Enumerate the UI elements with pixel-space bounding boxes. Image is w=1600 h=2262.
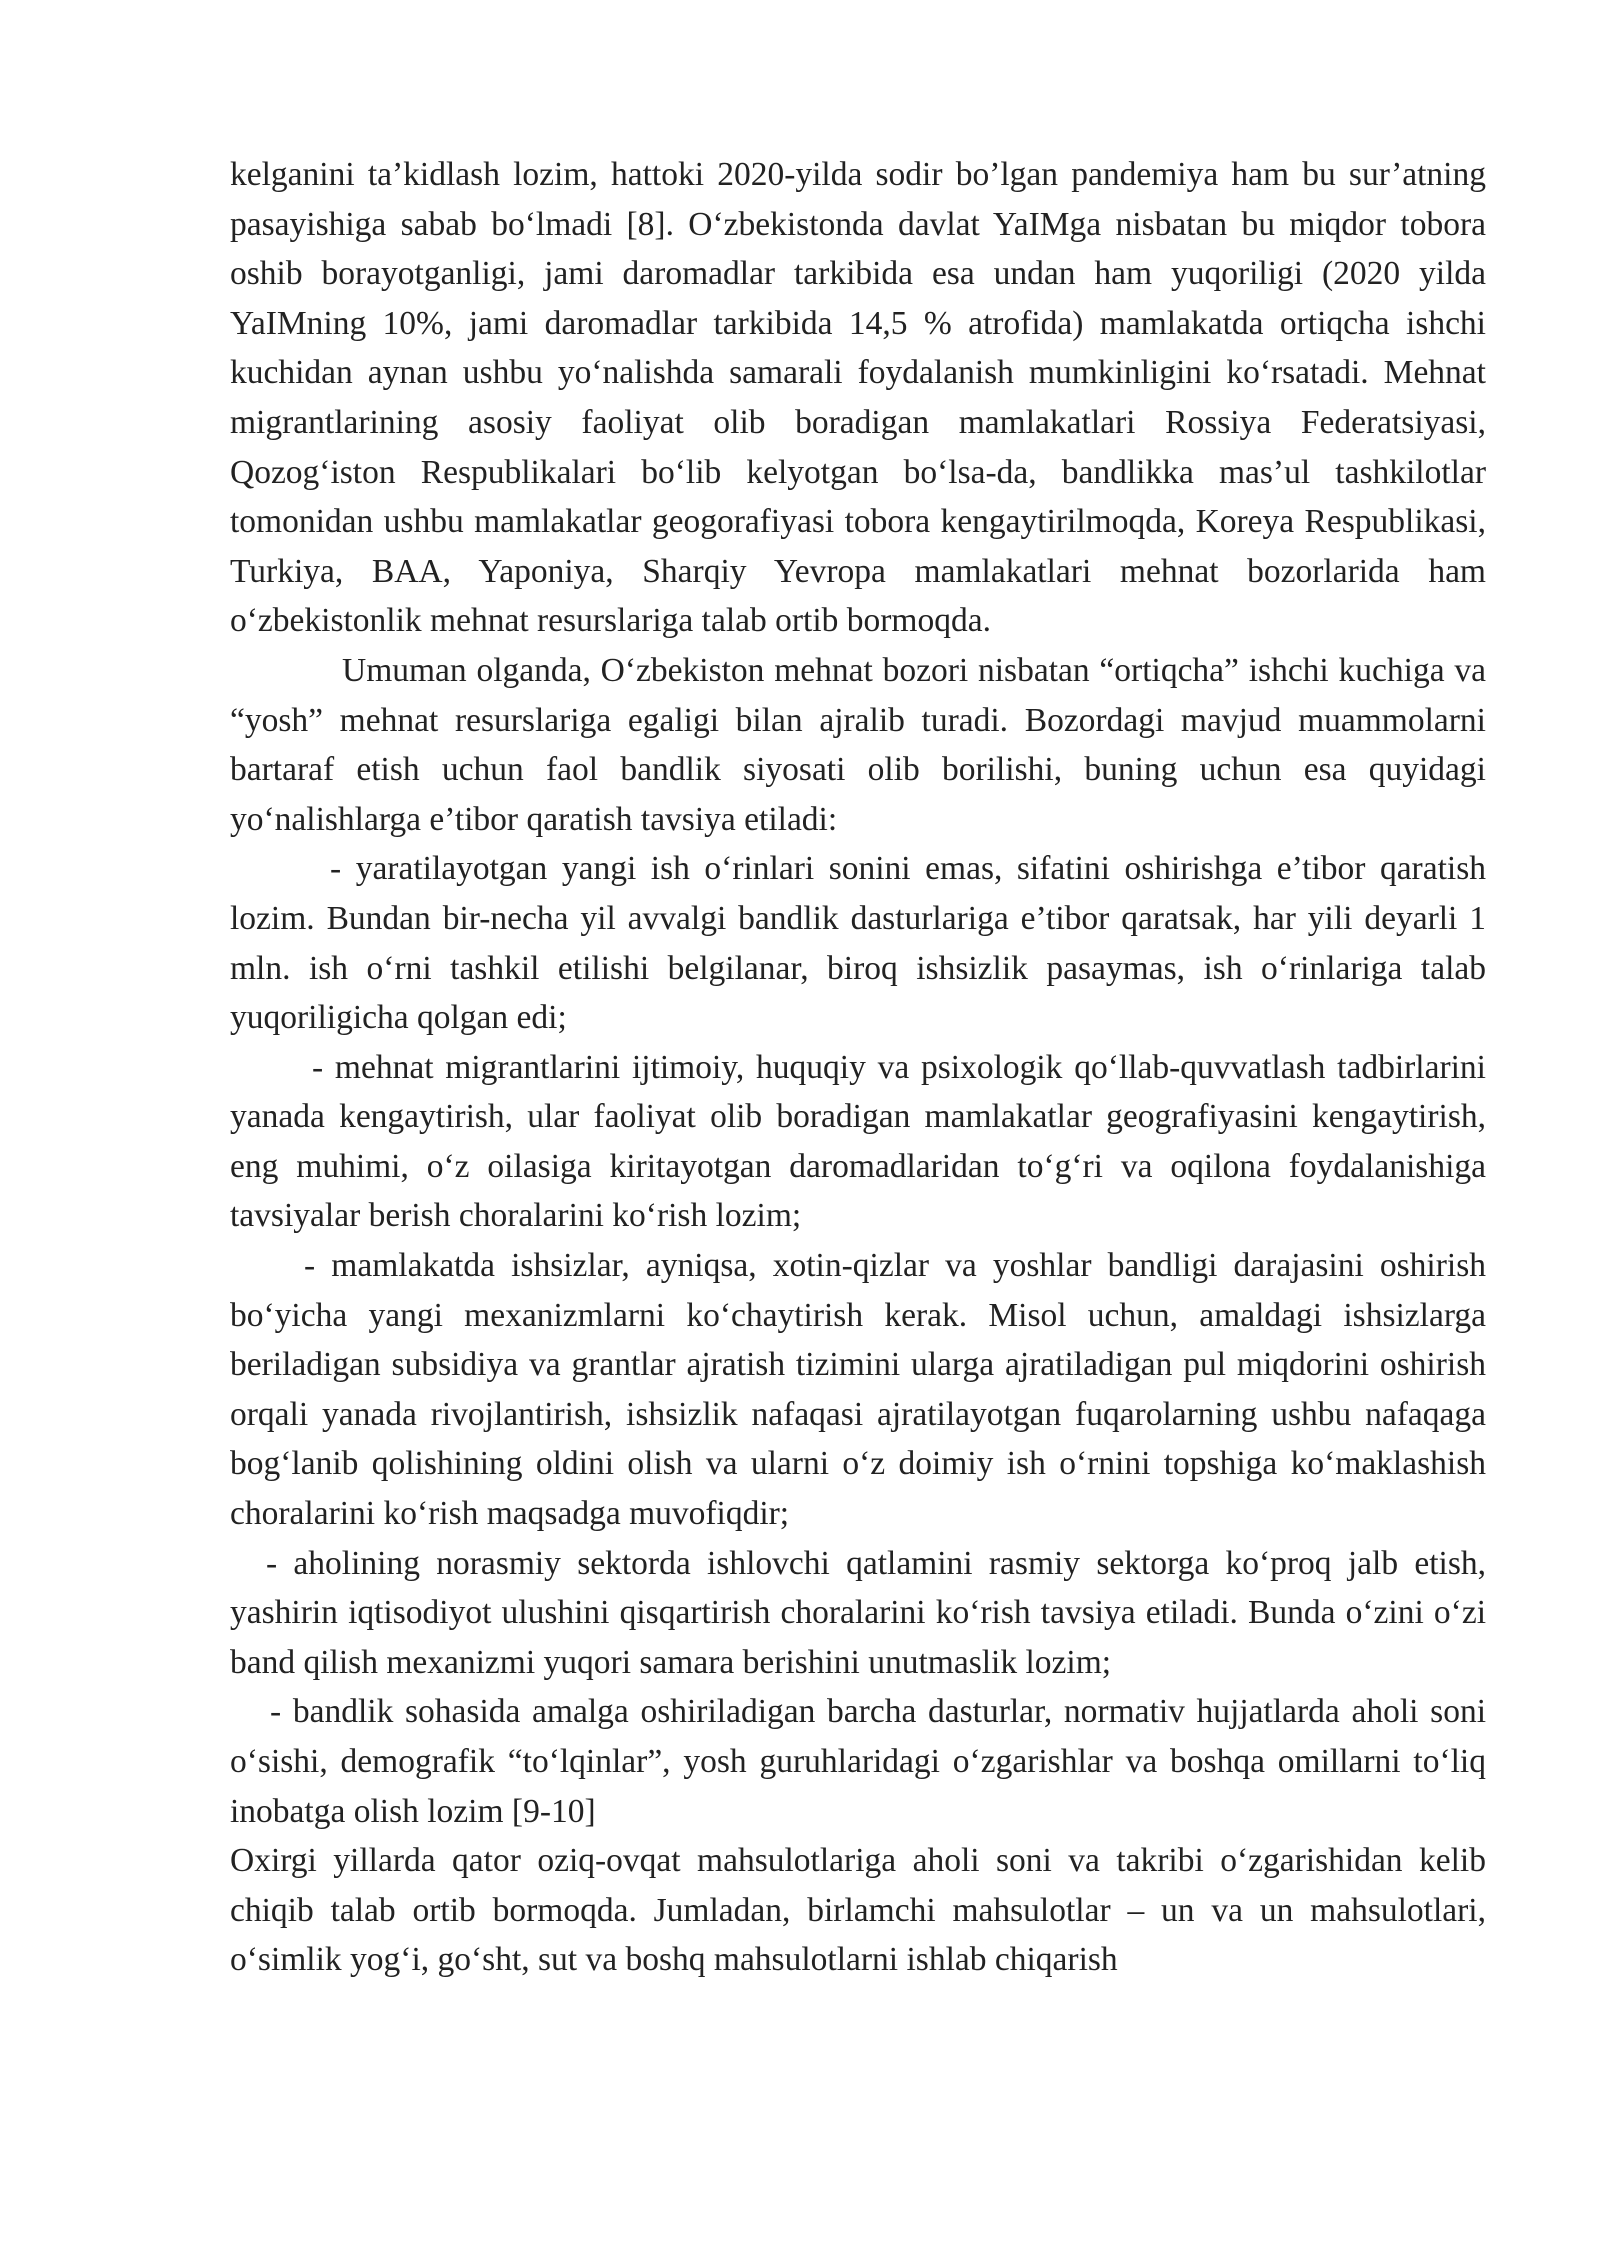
paragraph-2: Umuman olganda, O‘zbekiston mehnat bozori nisbatan “ortiqcha” ishchi kuchiga va “yosh” mehnat resurslariga egaligi bilan ajralib turadi. Bozordagi mavjud muammolarni bartaraf etish uchun faol bandlik siyosati olib borilishi, buning uchun esa quyidagi yo‘nalishlarga e’tibor qaratish tavsiya etiladi: [230,651,1486,838]
recommendation-item-2: - mehnat migrantlarini ijtimoiy, huquqiy va psixologik qo‘llab-quvvatlash tadbirlarini yanada kengaytirish, ular faoliyat olib boradigan mamlakatlar geografiyasini kengaytirish, eng muhimi, o‘z oilasiga kiritayotgan daromadlaridan to‘g‘ri va oqilona foydalanishiga tavsiyalar berish choralarini ko‘rish lozim; [230,1048,1486,1235]
recommendation-item-3: - mamlakatda ishsizlar, ayniqsa, xotin-qizlar va yoshlar bandligi darajasini oshirish bo‘yicha yangi mexanizmlarni ko‘chaytirish kerak. Misol uchun, amaldagi ishsizlarga beriladigan subsidiya va grantlar ajratish tizimini ularga ajratiladigan pul miqdorini oshirish orqali yanada rivojlantirish, ishsizlik nafaqasi ajratilayotgan fuqarolarning ushbu nafaqaga bog‘lanib qolishining oldini olish va ularni o‘z doimiy ish o‘rnini topshiga ko‘maklashish choralarini ko‘rish maqsadga muvofiqdir; [230,1247,1486,1533]
paragraph-1: kelganini ta’kidlash lozim, hattoki 2020-yilda sodir bo’lgan pandemiya ham bu sur’atning pasayishiga sabab bo‘lmadi [8]. O‘zbekistonda davlat YaIMga nisbatan bu miqdor tobora oshib borayotganligi, jami daromadlar tarkibida esa undan ham yuqoriligi (2020 yilda YaIMning 10%, jami daromadlar tarkibida 14,5 % atrofida) mamlakatda ortiqcha ishchi kuchidan aynan ushbu yo‘nalishda samarali foydalanish mumkinligini ko‘rsatadi. Mehnat migrantlarining asosiy faoliyat olib boradigan mamlakatlari Rossiya Federatsiyasi, Qozog‘iston Respublikalari bo‘lib kelyotgan bo‘lsa-da, bandlikka mas’ul tashkilotlar tomonidan ushbu mamlakatlar geogorafiyasi tobora kengaytirilmoqda, Koreya Respublikasi, Turkiya, BAA, Yaponiya, Sharqiy Yevropa mamlakatlari mehnat bozorlarida ham o‘zbekistonlik mehnat resurslariga talab ortib bormoqda. [230,156,1486,640]
recommendation-item-5: - bandlik sohasida amalga oshiriladigan barcha dasturlar, normativ hujjatlarda aholi soni o‘sishi, demografik “to‘lqinlar”, yosh guruhlaridagi o‘zgarishlar va boshqa omillarni to‘liq inobatga olish lozim [9-10] [230,1693,1486,1830]
document-body [230,150,1486,1985]
paragraph-final: Oxirgi yillarda qator oziq-ovqat mahsulotlariga aholi soni va takribi o‘zgarishidan kelib chiqib talab ortib bormoqda. Jumladan, birlamchi mahsulotlar – un va un mahsulotlari, o‘simlik yog‘i, go‘sht, sut va boshq mahsulotlarni ishlab chiqarish [230,1842,1486,1979]
recommendation-item-4: - aholining norasmiy sektorda ishlovchi qatlamini rasmiy sektorga ko‘proq jalb etish, yashirin iqtisodiyot ulushini qisqartirish choralarini ko‘rish tavsiya etiladi. Bunda o‘zini o‘zi band qilish mexanizmi yuqori samara berishini unutmaslik lozim; [230,1544,1486,1681]
recommendation-item-1: - yaratilayotgan yangi ish o‘rinlari sonini emas, sifatini oshirishga e’tibor qaratish lozim. Bundan bir-necha yil avvalgi bandlik dasturlariga e’tibor qaratsak, har yili deyarli 1 mln. ish o‘rni tashkil etilishi belgilanar, biroq ishsizlik pasaymas, ish o‘rinlariga talab yuqoriligicha qolgan edi; [230,850,1486,1037]
